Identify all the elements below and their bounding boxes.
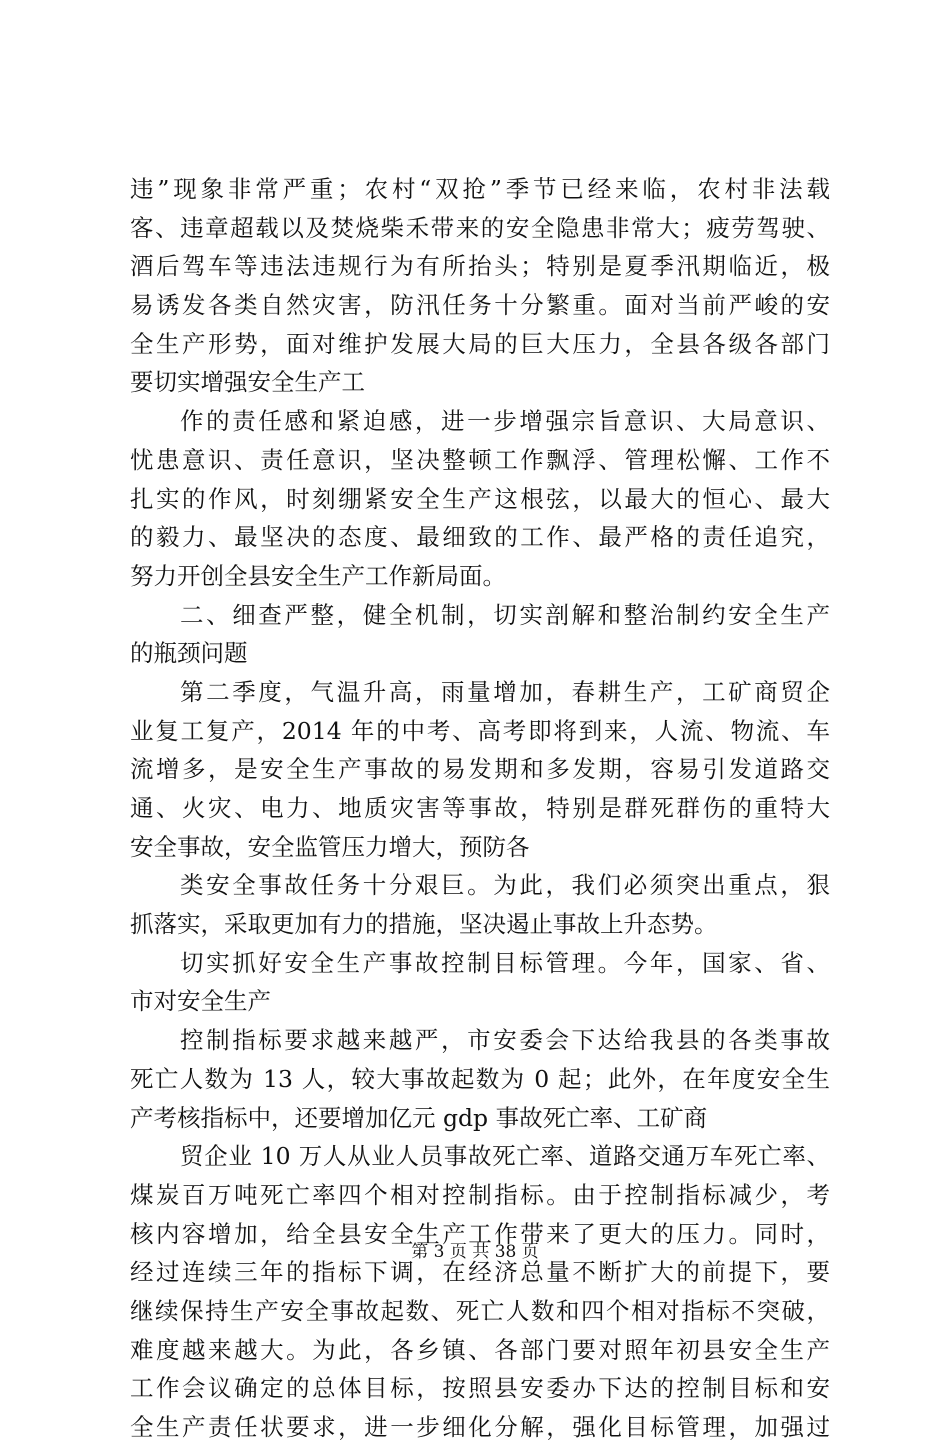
text-line: 努力开创全县安全生产工作新局面。 [130, 561, 506, 590]
text-line: 忧患意识、责任意识，坚决整顿工作飘浮、管理松懈、工作不 [130, 445, 830, 474]
text-line: 工作会议确定的总体目标，按照县安委办下达的控制目标和安 [130, 1374, 830, 1403]
page-footer [0, 1240, 950, 1264]
text-line: 通、火灾、电力、地质灾害等事故，特别是群死群伤的重特大 [130, 794, 830, 822]
section-heading: 的瓶颈问题 [130, 639, 248, 668]
text-line: 市对安全生产 [130, 987, 271, 1016]
text-line: 煤炭百万吨死亡率四个相对控制指标。由于控制指标减少，考 [130, 1180, 830, 1209]
text-line: 酒后驾车等违法违规行为有所抬头；特别是夏季汛期临近，极 [130, 252, 830, 281]
text-line: 抓落实，采取更加有力的措施，坚决遏止事故上升态势。 [130, 910, 718, 939]
text-line: 控制指标要求越来越严，市安委会下达给我县的各类事故 [180, 1026, 830, 1055]
text-line: 违”现象非常严重；农村“双抢”季节已经来临，农村非法载 [130, 175, 830, 203]
text-line: 继续保持生产安全事故起数、死亡人数和四个相对指标不突破， [130, 1296, 830, 1325]
text-line: 类安全事故任务十分艰巨。为此，我们必须突出重点，狠 [180, 871, 830, 900]
section-heading: 二、细查严整，健全机制，切实剖解和整治制约安全生产 [180, 600, 830, 629]
text-line: 死亡人数为 13 人，较大事故起数为 0 起；此外，在年度安全生 [130, 1064, 830, 1093]
text-line: 产考核指标中，还要增加亿元 gdp 事故死亡率、工矿商 [130, 1103, 708, 1132]
text-line: 的毅力、最坚决的态度、最细致的工作、最严格的责任追究， [130, 523, 830, 552]
text-line: 经过连续三年的指标下调，在经济总量不断扩大的前提下，要 [130, 1258, 830, 1287]
text-line: 全生产责任状要求，进一步细化分解，强化目标管理，加强过 [130, 1413, 830, 1441]
text-line: 业复工复产，2014 年的中考、高考即将到来，人流、物流、车 [130, 716, 830, 745]
text-line: 安全事故，安全监管压力增大，预防各 [130, 832, 530, 861]
text-line: 切实抓好安全生产事故控制目标管理。今年，国家、省、 [180, 948, 830, 977]
text-line: 第二季度，气温升高，雨量增加，春耕生产，工矿商贸企 [180, 677, 830, 706]
text-line: 扎实的作风，时刻绷紧安全生产这根弦，以最大的恒心、最大 [130, 484, 830, 513]
text-line: 客、违章超载以及焚烧柴禾带来的安全隐患非常大；疲劳驾驶、 [130, 213, 830, 242]
page-number: 第 3 页 共 38 页 [411, 1242, 539, 1262]
text-line: 贸企业 10 万人从业人员事故死亡率、道路交通万车死亡率、 [180, 1142, 830, 1171]
text-line: 难度越来越大。为此，各乡镇、各部门要对照年初县安全生产 [130, 1335, 830, 1364]
text-line: 易诱发各类自然灾害，防汛任务十分繁重。面对当前严峻的安 [130, 291, 830, 320]
text-line: 全生产形势，面对维护发展大局的巨大压力，全县各级各部门 [130, 329, 830, 358]
text-line: 流增多，是安全生产事故的易发期和多发期，容易引发道路交 [130, 755, 830, 784]
text-line: 作的责任感和紧迫感，进一步增强宗旨意识、大局意识、 [180, 407, 830, 436]
text-line: 核内容增加，给全县安全生产工作带来了更大的压力。同时， [130, 1219, 830, 1248]
text-line: 要切实增强安全生产工 [130, 368, 365, 397]
